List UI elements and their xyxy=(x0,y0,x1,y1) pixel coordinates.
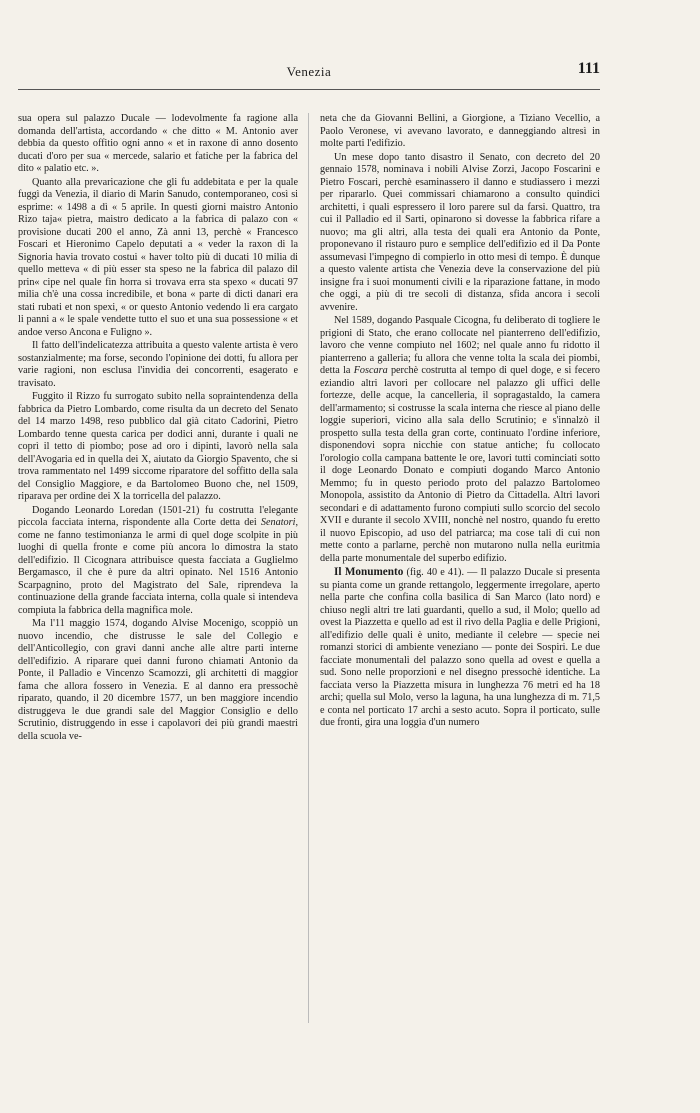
text-run: perchè costrutta al tempo di quel doge, e si fecero eziandio altri lavori per collocare nel palazzo gli uffici delle fortezze, delle acque, la cancelleria, il sopragastaldo, la camera dell'armamento; si costrusse la scala interna che riesce al piano delle loggie superiori, vicino alla sala dello Scrutinio; e s'innalzò il prospetto sulla testa della gran corte, continuato l'ordine inferiore, disponendovi sopra nicchie con statue antiche; fu collocato l'orologio colla campana battente le ore, lavori tutti cominciati sotto il doge Leonardo Donato e compiuti dogando Marco Antonio Memmo; fu in questo periodo proto del palazzo Bartolomeo Monopola, assistito da Antonio di Pietro da Cittadella. Altri lavori secondari e di adattamento furono compiuti sullo scorcio del secolo XVII e durante il secolo XVIII, nonchè nel nostro, quando fu eretto il nuovo Episcopio, ad uso del patriarca; ma cose tali di cui non mette conto a parlarne, perchè non mutarono nulla nella euritmia della parte monumentale del superbo edifizio. xyxy=(320,365,600,564)
section-heading: Il Monumento xyxy=(334,566,404,578)
text-run: Dogando Leonardo Loredan (1501-21) fu costrutta l'elegante piccola facciata interna, rispondente alla Corte detta dei xyxy=(18,504,298,528)
right-column xyxy=(320,113,600,731)
text-run: Nel 1589, dogando Pasquale Cicogna, fu deliberato di togliere le prigioni di Stato, che erano collocate nel pianterreno dell'edifizio, lavoro che venne compiuto nel 1602; nel quale anno fu ridotto il pianterreno a galleria; fu allora che venne tolta la scala dei piombi, detta la xyxy=(320,315,600,376)
column-divider xyxy=(308,113,309,1023)
paragraph: Un mese dopo tanto disastro il Senato, con decreto del 20 gennaio 1578, nominava i nobili Alvise Zorzi, Jacopo Foscarini e Pietro Foscari, perchè esaminassero il danno e studiassero i mezzi per ripararlo. Quei commissari chiamarono a consulto quindici architetti, i quali espressero il loro parere sul da farsi. Quattro, tra cui il Palladio ed il Sarti, opinarono si dovesse la fabbrica rifare a nuovo; ma gli altri, alla testa dei quali era Antonio da Ponte, proponevano il ristauro puro e semplice dell'edifizio ed il Da Ponte assumevasi l'impegno di compierlo in otto mesi di tempo. È dunque a questo valente artista che Venezia deve la conservazione del più insigne fra i suoi monumenti civili e la riparazione fattane, in modo che oggi, a più di tre secoli di distanza, sfida ancora i secoli avvenire. xyxy=(320,151,600,313)
paragraph: Fuggito il Rizzo fu surrogato subito nella sopraintendenza della fabbrica da Pietro Lombardo, come risulta da un decreto del Senato del 14 marzo 1498, reso pubblico dal già citato Cadorini, Pietro Lombardo tenne questa carica per dodici anni, durante i quali ne coprì il tetto di piombo; pose ad oro i dipinti, lavorò nella sala dell'Avogaria ed in quella dei X, aiutato da Giorgio Spavento, che si trova rammentato nel 1499 siccome riparatore del soffitto della sala del Consiglio Maggiore, e da Bartolomeo Buono che, nel 1509, riparava per ordine dei X la torricella del palazzo. xyxy=(18,391,298,502)
paragraph: Ma l'11 maggio 1574, dogando Alvise Mocenigo, scoppiò un nuovo incendio, che distrusse le sale del Collegio e dell'Anticollegio, con gravi danni anche alle altre parti interne dell'edifizio. A riparare quei danni furono chiamati Antonio da Ponte, il Palladio e Vincenzo Scamozzi, gli architetti di maggior fama che allora fossero in Venezia. E al danno era pressochè riparato, quando, il 20 dicembre 1577, un ben maggiore incendio distruggeva le due grandi sale del Maggior Consiglio e dello Scrutinio, distruggendo in esse i capolavori dei più grandi maestri della scuola ve- xyxy=(18,618,298,742)
italic-term: Senatori xyxy=(260,517,296,528)
header-rule xyxy=(18,89,600,90)
italic-term: Foscara xyxy=(353,365,388,376)
paragraph xyxy=(320,566,600,730)
page-number: 111 xyxy=(577,60,600,77)
paragraph: Il fatto dell'indelicatezza attribuita a questo valente artista è vero sostanzialmente; ma forse, secondo l'opinione dei dotti, fu allora per varie ragioni, non esclusa l'invidia dei concorrenti, esagerato e travisato. xyxy=(18,340,298,389)
left-column xyxy=(18,113,298,744)
paragraph: sua opera sul palazzo Ducale — lodevolmente fa ragione alla domanda dell'artista, accordando « che ditto « M. Antonio aver debbia da questo offitio ogni anno « et in raxone di anno dosento ducati d'oro per sua « mercede, salario et fatiche per la fabrica del dito « palatio etc. ». xyxy=(18,113,298,174)
text-run: , come ne fanno testimonianza le armi di quel doge scolpite in più luoghi di quella fronte e come più ancora lo dimostra la stato dell'edifizio. Il Cicognara attribuisce questa facciata a Guglielmo Bergamasco, il che è pure da altri opinato. Nel 1516 Antonio Scarpagnino, proto del Magistrato del Sale, riprendeva la continuazione della grande facciata interna, colla quale si intendeva compiuta la fabbrica della magnifica mole. xyxy=(18,517,298,616)
paragraph: Quanto alla prevaricazione che gli fu addebitata e per la quale fuggì da Venezia, il diario di Marin Sanudo, contemporaneo, così si esprime: « 1498 a dì « 5 aprile. In questi giorni maistro Antonio Rizo taja« pietra, maistro dedicato a la fabrica di palazo con « provisione ducati 200 el anno, Zà anni 13, perchè « Francesco Foscari et Hieronimo Capelo deputati a « veder la raxon di la Signoria havia trovato costui « haver tolto più di ducati 10 milia di quello metteva « di più esser sta speso ne la fabrica dil palazo dil prin« cipe nel quale fin horra si trovava erra sta spexo « ducati 97 milia ch'è una cossa incredibile, et bona « parte di dicti danari era stati rubati et non spexi, « or questo Antonio vedendo li era cargato li panni a « le spale vendette tutto el suo et una sua possessione « et andoe verso Ancona e Fuligno ». xyxy=(18,176,298,338)
page-header xyxy=(18,60,600,84)
paragraph xyxy=(18,505,298,618)
running-head: Venezia xyxy=(286,64,332,79)
paragraph: neta che da Giovanni Bellini, a Giorgione, a Tiziano Vecellio, a Paolo Veronese, vi avevano lavorato, e danneggiando altresì in molte parti l'edifizio. xyxy=(320,113,600,149)
paragraph xyxy=(320,315,600,565)
text-run: (fig. 40 e 41). — Il palazzo Ducale si presenta su pianta come un grande rettangolo, leggermente irregolare, aperto nella parte che confina colla basilica di San Marco (lato nord) e chiuso negli altri tre lati guardanti, quello a sud, il Molo; quello ad ovest la Piazzetta e quello ad est il rivo della Paglia e delle Prigioni, all'edifizio delle quali è unito, mediante il celebre — specie nei romanzi storici di ambiente veneziano — ponte dei Sospiri. Le due facciate monumentali del palazzo sono quella ad ovest e quella a sud. Sono nelle proporzioni e nel disegno pressochè identiche. La facciata verso la Piazzetta misura in lunghezza 76 metri ed ha 18 archi; quella sul Molo, verso la laguna, ha una lunghezza di m. 71,5 e conta nel porticato 17 archi a sesto acuto. Sopra il porticato, sulle due fronti, gira una loggia d'un numero xyxy=(320,567,600,728)
